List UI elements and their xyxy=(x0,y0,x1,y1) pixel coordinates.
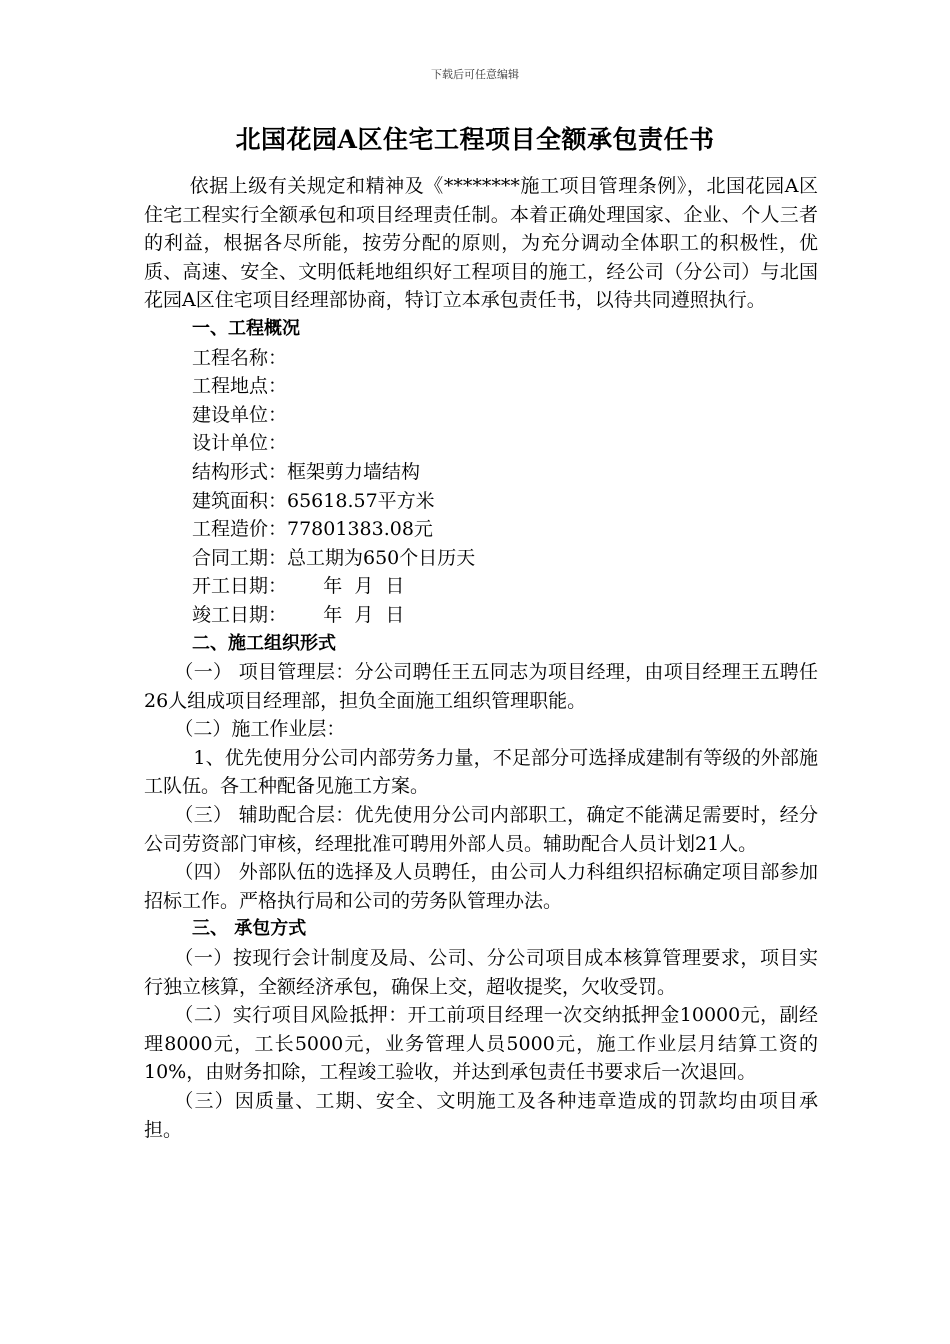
section-heading-organization: 二、施工组织形式 xyxy=(192,632,336,654)
org-paragraph-3: 1、优先使用分公司内部劳务力量，不足部分可选择成建制有等级的外部施工队伍。各工种配备见施工方案。 xyxy=(144,746,818,798)
completion-date-field: 竣工日期： 年 月 日 xyxy=(192,603,405,626)
intro-paragraph: 依据上级有关规定和精神及《********施工项目管理条例》，北国花园A区住宅工程实行全额承包和项目经理责任制。本着正确处理国家、企业、个人三者的利益，根据各尽所能，按劳分配的原则，为充分调动全体职工的积极性，优质、高速、安全、文明低耗地组织好工程项目的施工，经公司（分公司）与北国花园A区住宅项目经理部协商，特订立本承包责任书，以待共同遵照执行。 xyxy=(144,175,818,312)
project-name-field: 工程名称： xyxy=(192,346,288,369)
org-paragraph-4: （三） 辅助配合层：优先使用分公司内部职工，确定不能满足需要时，经分公司劳资部门审核，经理批准可聘用外部人员。辅助配合人员计划21人。 xyxy=(144,804,818,855)
project-location-field: 工程地点： xyxy=(192,375,288,398)
section-heading-overview: 一、工程概况 xyxy=(192,317,300,339)
start-date-field: 开工日期： 年 月 日 xyxy=(192,575,405,598)
org-paragraph-1: （一） 项目管理层：分公司聘任王五同志为项目经理，由项目经理王五聘任26人组成项目经理部，担负全面施工组织管理职能。 xyxy=(144,661,818,712)
document-title: 北国花园A区住宅工程项目全额承包责任书 xyxy=(235,125,715,154)
structure-type-field: 结构形式：框架剪力墙结构 xyxy=(192,460,421,483)
building-area-field: 建筑面积：65618.57平方米 xyxy=(192,489,435,512)
section-heading-contracting: 三、 承包方式 xyxy=(192,918,307,940)
document-body xyxy=(144,172,818,1144)
design-unit-field: 设计单位： xyxy=(192,432,288,455)
header-note: 下载后可任意编辑 xyxy=(431,68,519,81)
contract-period-field: 合同工期：总工期为650个日历天 xyxy=(192,546,476,569)
contract-paragraph-1: （一）按现行会计制度及局、公司、分公司项目成本核算管理要求，项目实行独立核算，全额经济承包，确保上交，超收提奖，欠收受罚。 xyxy=(144,947,818,998)
contract-paragraph-2: （二）实行项目风险抵押：开工前项目经理一次交纳抵押金10000元，副经理8000元，工长5000元，业务管理人员5000元，施工作业层月结算工资的10%，由财务扣除，工程竣工验收，并达到承包责任书要求后一次退回。 xyxy=(144,1004,818,1084)
project-cost-field: 工程造价：77801383.08元 xyxy=(192,518,433,541)
contract-paragraph-3: （三）因质量、工期、安全、文明施工及各种违章造成的罚款均由项目承担。 xyxy=(144,1090,818,1141)
construction-unit-field: 建设单位： xyxy=(192,403,288,426)
org-paragraph-5: （四） 外部队伍的选择及人员聘任，由公司人力科组织招标确定项目部参加招标工作。严格执行局和公司的劳务队管理办法。 xyxy=(144,861,818,912)
org-paragraph-2: （二）施工作业层： xyxy=(174,718,346,741)
